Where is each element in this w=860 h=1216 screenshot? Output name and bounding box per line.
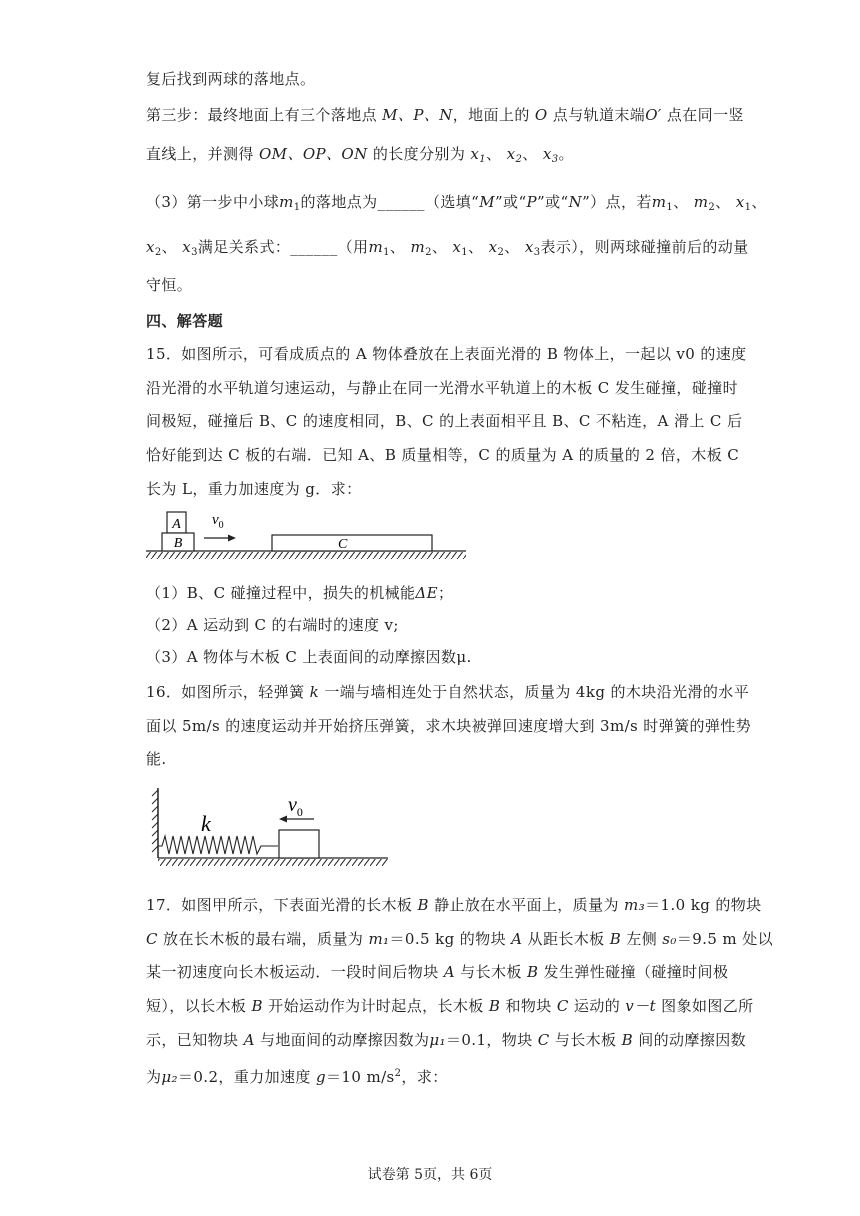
q17-line: 17．如图甲所示，下表面光滑的长木板 B 静止放在水平面上，质量为 m₃＝1.0 kg 的物块	[146, 896, 762, 914]
q15-line: 间极短，碰撞后 B、C 的速度相同，B、C 的上表面相平且 B、C 不粘连，A 滑上 C 后	[146, 412, 743, 430]
figure-spring-block	[148, 786, 393, 870]
q16-line: 16．如图所示，轻弹簧 k 一端与墙相连处于自然状态，质量为 4kg 的木块沿光滑的水平	[146, 683, 750, 701]
spring	[158, 836, 278, 854]
q17-line: 短），以长木板 B 开始运动作为计时起点，长木板 B 和物块 C 运动的 v－t 图象如图乙所	[146, 997, 754, 1015]
velocity-label: $v_0$	[288, 794, 303, 819]
q15-line: 恰好能到达 C 板的右端．已知 A、B 质量相等，C 的质量为 A 的质量的 2 倍，木板 C	[146, 446, 740, 464]
text-line: 直线上，并测得 OM、OP、ON 的长度分别为 $x_1$、 $x_2$、 $x_3$。	[146, 145, 574, 165]
q17-line: 示，已知物块 A 与地面间的动摩擦因数为μ₁＝0.1，物块 C 与长木板 B 间的动摩擦因数	[146, 1031, 747, 1049]
q15-subq: （2）A 运动到 C 的右端时的速度 v;	[146, 616, 399, 634]
q17-line: C 放在长木板的最右端，质量为 m₁＝0.5 kg 的物块 A 从距长木板 B 左侧 s₀＝9.5 m 处以	[146, 930, 774, 948]
page-footer: 试卷第 5页，共 6页	[367, 1167, 493, 1183]
q15-line: 长为 L，重力加速度为 g．求：	[146, 480, 362, 498]
block-a-label: A	[172, 517, 181, 532]
q16-line: 面以 5m/s 的速度运动并开始挤压弹簧，求木块被弹回速度增大到 3m/s 时弹簧的弹性势	[146, 717, 752, 735]
text-line: 复后找到两球的落地点。	[146, 70, 316, 88]
board-c-label: C	[338, 537, 348, 552]
text-line: $x_2$、 $x_3$满足关系式：______（用$m_1$、 $m_2$、 $x_1$、 $x_2$、 $x_3$表示），则两球碰撞前后的动量	[146, 238, 749, 258]
section-heading: 四、解答题	[146, 312, 224, 330]
q15-line: 15．如图所示，可看成质点的 A 物体叠放在上表面光滑的 B 物体上，一起以 v0 的速度	[146, 345, 747, 363]
text-line: 守恒。	[146, 276, 193, 294]
q17-line: 某一初速度向长木板运动．一段时间后物块 A 与长木板 B 发生弹性碰撞（碰撞时间极	[146, 963, 729, 981]
velocity-label: $v_0$	[212, 512, 224, 531]
q15-subq: （3）A 物体与木板 C 上表面间的动摩擦因数μ.	[146, 648, 472, 666]
q16-line: 能.	[146, 750, 167, 768]
board-c	[272, 535, 432, 551]
block-b-label: B	[173, 536, 183, 551]
text-line: （3）第一步中小球$m_1$的落地点为______（选填“M”或“P”或“N”）点，若$m_1$、 $m_2$、 $x_1$、	[146, 193, 767, 213]
q15-subq: （1）B、C 碰撞过程中，损失的机械能ΔE；	[146, 584, 454, 602]
text-line: 第三步：最终地面上有三个落地点 M、P、N，地面上的 O 点与轨道末端O′ 点在同一竖	[146, 106, 744, 124]
q15-line: 沿光滑的水平轨道匀速运动，与静止在同一光滑水平轨道上的木板 C 发生碰撞，碰撞时	[146, 379, 739, 397]
block	[279, 830, 319, 858]
spring-k-label: k	[201, 811, 211, 836]
figure-blocks-abc	[146, 510, 476, 570]
q17-line: 为μ₂＝0.2，重力加速度 g＝10 $m/s^2$，求：	[146, 1068, 448, 1086]
